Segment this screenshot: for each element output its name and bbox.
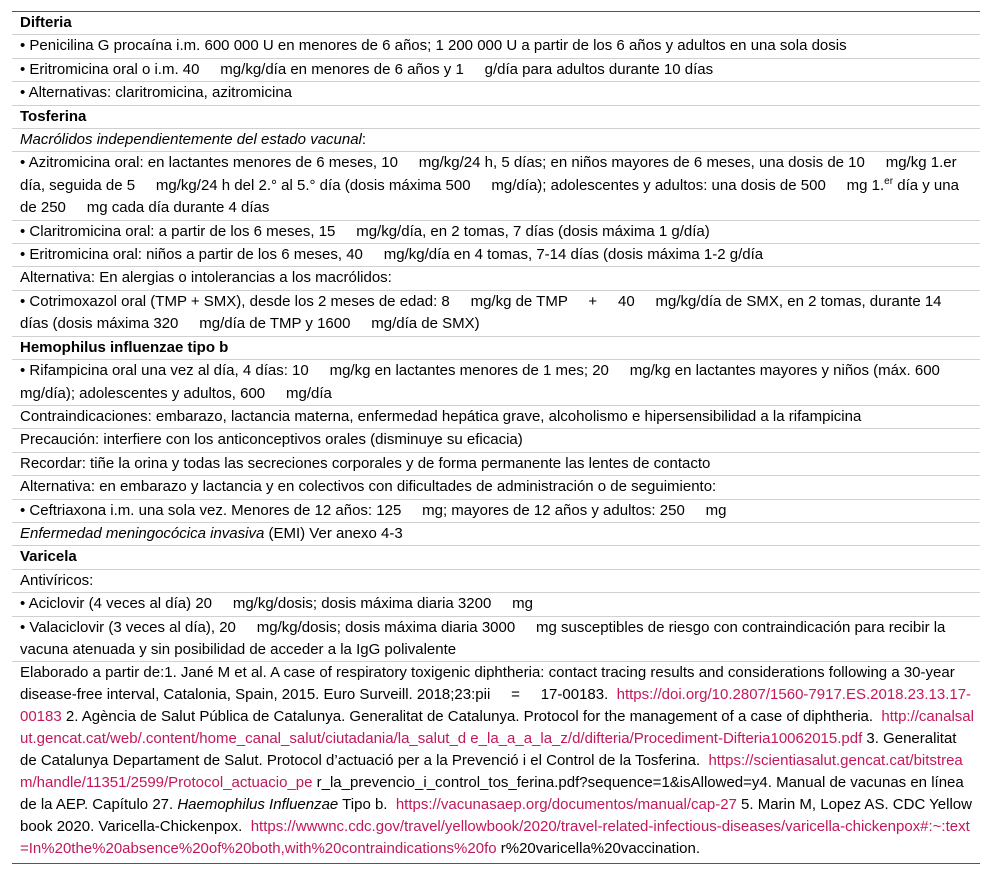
ref-text: 3. Generalitat de Catalunya Departament de Salut. Protocol d’actuació per a la Prevenció i el Control de la Tosferina. [20, 730, 961, 770]
ref-link-vacunasaep[interactable]: https://vacunasaep.org/documentos/manual/cap-27 [395, 796, 737, 814]
ref-link-doi[interactable]: https://doi.org/10.2807/1560-7917.ES.2018.23.13.17-00183 [20, 686, 972, 726]
section-heading-tosferina: Tosferina [12, 106, 980, 129]
superscript: er [884, 175, 894, 187]
ref-text: 2. Agència de Salut Pública de Catalunya. Generalitat de Catalunya. Protocol for the management of a case of diphtheria. [61, 708, 882, 726]
table-row: Antivíricos: [12, 570, 980, 593]
table-row: • Valaciclovir (3 veces al día), 20 mg/kg/dosis; dosis máxima diaria 3000 mg susceptibles de riesgo con contraindicación para recibir la vacuna atenuada y sin posibilidad de acceder a la IgG polivalente [12, 617, 980, 663]
table-row: • Cotrimoxazol oral (TMP + SMX), desde los 2 meses de edad: 8 mg/kg de TMP + 40 mg/kg/día de SMX, en 2 tomas, durante 14 días (dosis máxima 320 mg/día de TMP y 1600 mg/día de SMX) [12, 291, 980, 337]
treatment-table [12, 11, 980, 864]
table-row [12, 523, 980, 546]
ref-text: Tipo b. [338, 796, 396, 814]
table-row [12, 152, 980, 220]
macrolidos-label: Macrólidos independientemente del estado vacunal [20, 131, 362, 149]
table-row: Alternativa: en embarazo y lactancia y en colectivos con dificultades de administración o de seguimiento: [12, 476, 980, 499]
emi-label: Enfermedad meningocócica invasiva [20, 524, 265, 542]
ref-italic: Haemophilus Influenzae [177, 796, 339, 814]
table-row: • Aciclovir (4 veces al día) 20 mg/kg/dosis; dosis máxima diaria 3200 mg [12, 593, 980, 616]
ref-link-canalsalut[interactable]: http://canalsalut.gencat.cat/web/.content/home_canal_salut/ciutadania/la_salut_d e_la_a_a_la_z/d/difteria/Procediment-Difteria10062015.pdf [20, 708, 974, 748]
table-row: Recordar: tiñe la orina y todas las secreciones corporales y de forma permanente las lentes de contacto [12, 453, 980, 476]
table-row: • Penicilina G procaína i.m. 600 000 U en menores de 6 años; 1 200 000 U a partir de los 6 años y adultos en una sola dosis [12, 35, 980, 58]
ref-text: 5. Marin M, Lopez AS. CDC Yellow book 2020. Varicella-Chickenpox. [20, 796, 977, 836]
table-row: • Eritromicina oral: niños a partir de los 6 meses, 40 mg/kg/día en 4 tomas, 7-14 días (dosis máxima 1-2 g/día [12, 244, 980, 267]
ref-text: Elaborado a partir de:1. Jané M et al. A case of respiratory toxigenic diphtheria: contact tracing results and considerations following a 30-year disease-free interval, Catalonia, Spain, 2015. Euro Surveill. 2018;23:pii = 17-00183. [20, 664, 959, 704]
section-heading-varicela: Varicela [12, 546, 980, 569]
table-row: Precaución: interfiere con los anticonceptivos orales (disminuye su eficacia) [12, 429, 980, 452]
section-heading-difteria: Difteria [12, 12, 980, 35]
table-row: • Rifampicina oral una vez al día, 4 días: 10 mg/kg en lactantes menores de 1 mes; 20 mg/kg en lactantes mayores y niños (máx. 600 mg/día); adolescentes y adultos, 600 mg/día [12, 360, 980, 406]
table-row: • Alternativas: claritromicina, azitromicina [12, 82, 980, 105]
azitromicina-text-end: día y una de 250 mg cada día durante 4 días [20, 176, 964, 217]
table-row: • Ceftriaxona i.m. una sola vez. Menores de 12 años: 125 mg; mayores de 12 años y adultos: 250 mg [12, 500, 980, 523]
azitromicina-text: • Azitromicina oral: en lactantes menores de 6 meses, 10 mg/kg/24 h, 5 días; en niños mayores de 6 meses, una dosis de 10 mg/kg 1.er día, seguida de 5 mg/kg/24 h del 2.° al 5.° día (dosis máxima 500 mg/día); adolescentes y adultos: una dosis de 500 mg 1. [20, 154, 961, 194]
colon: : [361, 131, 367, 149]
table-row: Alternativa: En alergias o intolerancias a los macrólidos: [12, 267, 980, 290]
table-row: Contraindicaciones: embarazo, lactancia materna, enfermedad hepática grave, alcoholismo e hipersensibilidad a la rifampicina [12, 406, 980, 429]
ref-link-cdc[interactable]: https://wwwnc.cdc.gov/travel/yellowbook/2020/travel-related-infectious-diseases/varicella-chickenpox#:~:text=In%20the%20absence%20of%20both,with%20contraindications%20fo [20, 818, 970, 858]
section-heading-hib: Hemophilus influenzae tipo b [12, 337, 980, 360]
references-footnote [12, 662, 980, 863]
ref-link-scientiasalut[interactable]: https://scientiasalut.gencat.cat/bitstream/handle/11351/2599/Protocol_actuacio_pe [20, 752, 963, 792]
table-row [12, 129, 980, 152]
ref-text: r%20varicella%20vaccination. [496, 840, 701, 858]
emi-text: (EMI) Ver anexo 4-3 [264, 524, 403, 542]
table-row: • Claritromicina oral: a partir de los 6 meses, 15 mg/kg/día, en 2 tomas, 7 días (dosis máxima 1 g/día) [12, 221, 980, 244]
table-row: • Eritromicina oral o i.m. 40 mg/kg/día en menores de 6 años y 1 g/día para adultos durante 10 días [12, 59, 980, 82]
ref-text: r_la_prevencio_i_control_tos_ferina.pdf?sequence=1&isAllowed=y4. Manual de vacunas en línea de la AEP. Capítulo 27. [20, 774, 968, 814]
